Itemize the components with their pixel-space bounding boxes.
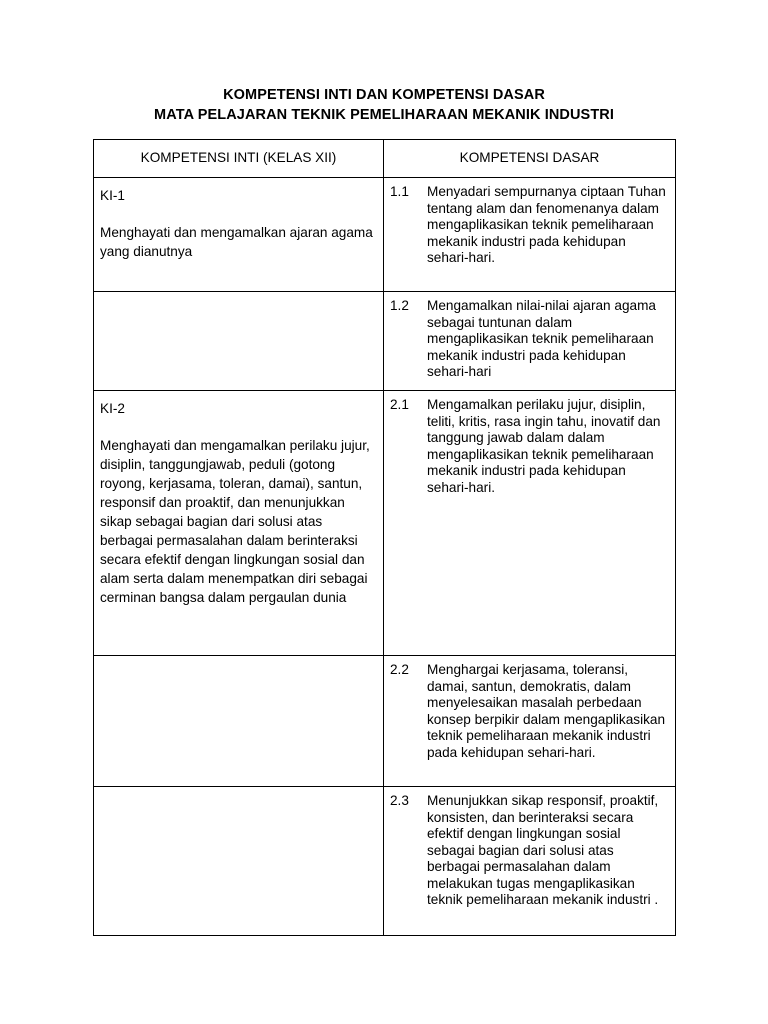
ki-cell bbox=[94, 787, 384, 936]
kd-number: 2.2 bbox=[390, 662, 409, 677]
table-row bbox=[94, 787, 676, 936]
kd-text: Mengamalkan perilaku jujur, disiplin, teliti, kritis, rasa ingin tahu, inovatif dan tanggung jawab dalam dalam mengaplikasikan teknik pemeliharaan mekanik industri pada kehidupan sehari-hari. bbox=[427, 397, 661, 495]
ki-cell bbox=[94, 391, 384, 656]
ki-description: Menghayati dan mengamalkan perilaku jujur, disiplin, tanggungjawab, peduli (gotong royong, kerjasama, toleran, damai), santun, responsif dan proaktif, dan menunjukkan sikap sebagai bagian dari solusi atas berbagai permasalahan dalam berinteraksi secara efektif dengan lingkungan sosial dan alam serta dalam menempatkan diri sebagai cerminan bangsa dalam pergaulan dunia bbox=[100, 437, 370, 605]
kd-cell bbox=[384, 292, 676, 391]
kd-cell bbox=[384, 178, 676, 292]
kd-text: Menunjukkan sikap responsif, proaktif, konsisten, dan berinteraksi secara efektif dengan lingkungan sosial sebagai bagian dari solusi atas berbagai permasalahan dalam melakukan tugas mengaplikasikan teknik pemeliharaan mekanik industri . bbox=[427, 793, 659, 907]
ki-cell bbox=[94, 178, 384, 292]
ki-cell bbox=[94, 292, 384, 391]
kd-cell bbox=[384, 787, 676, 936]
table-row bbox=[94, 656, 676, 787]
kd-number: 2.1 bbox=[390, 397, 409, 412]
ki-description: Menghayati dan mengamalkan ajaran agama yang dianutnya bbox=[100, 224, 373, 259]
ki-code: KI-2 bbox=[100, 401, 125, 416]
ki-cell bbox=[94, 656, 384, 787]
kd-cell bbox=[384, 656, 676, 787]
competency-table bbox=[93, 139, 676, 936]
kd-text: Menghargai kerjasama, toleransi, damai, santun, demokratis, dalam menyelesaikan masalah perbedaan konsep berpikir dalam mengaplikasikan teknik pemeliharaan mekanik industri pada kehidupan sehari-hari. bbox=[427, 662, 666, 760]
ki-code: KI-1 bbox=[100, 188, 125, 203]
header-kompetensi-dasar: KOMPETENSI DASAR bbox=[384, 140, 676, 178]
table-header-row bbox=[94, 140, 676, 178]
table-row bbox=[94, 391, 676, 656]
header-kompetensi-inti: KOMPETENSI INTI (KELAS XII) bbox=[94, 140, 384, 178]
table-row bbox=[94, 178, 676, 292]
kd-number: 1.2 bbox=[390, 298, 409, 313]
document-title-line1: KOMPETENSI INTI DAN KOMPETENSI DASAR bbox=[223, 87, 545, 103]
kd-text: Mengamalkan nilai-nilai ajaran agama sebagai tuntunan dalam mengaplikasikan teknik pemeliharaan mekanik industri pada kehidupan sehari-hari bbox=[427, 298, 656, 379]
kd-cell bbox=[384, 391, 676, 656]
document-title-line2: MATA PELAJARAN TEKNIK PEMELIHARAAN MEKANIK INDUSTRI bbox=[154, 107, 614, 123]
table-row bbox=[94, 292, 676, 391]
kd-number: 2.3 bbox=[390, 793, 409, 808]
kd-text: Menyadari sempurnanya ciptaan Tuhan tentang alam dan fenomenanya dalam mengaplikasikan teknik pemeliharaan mekanik industri pada kehidupan sehari-hari. bbox=[427, 184, 666, 265]
kd-number: 1.1 bbox=[390, 184, 409, 199]
